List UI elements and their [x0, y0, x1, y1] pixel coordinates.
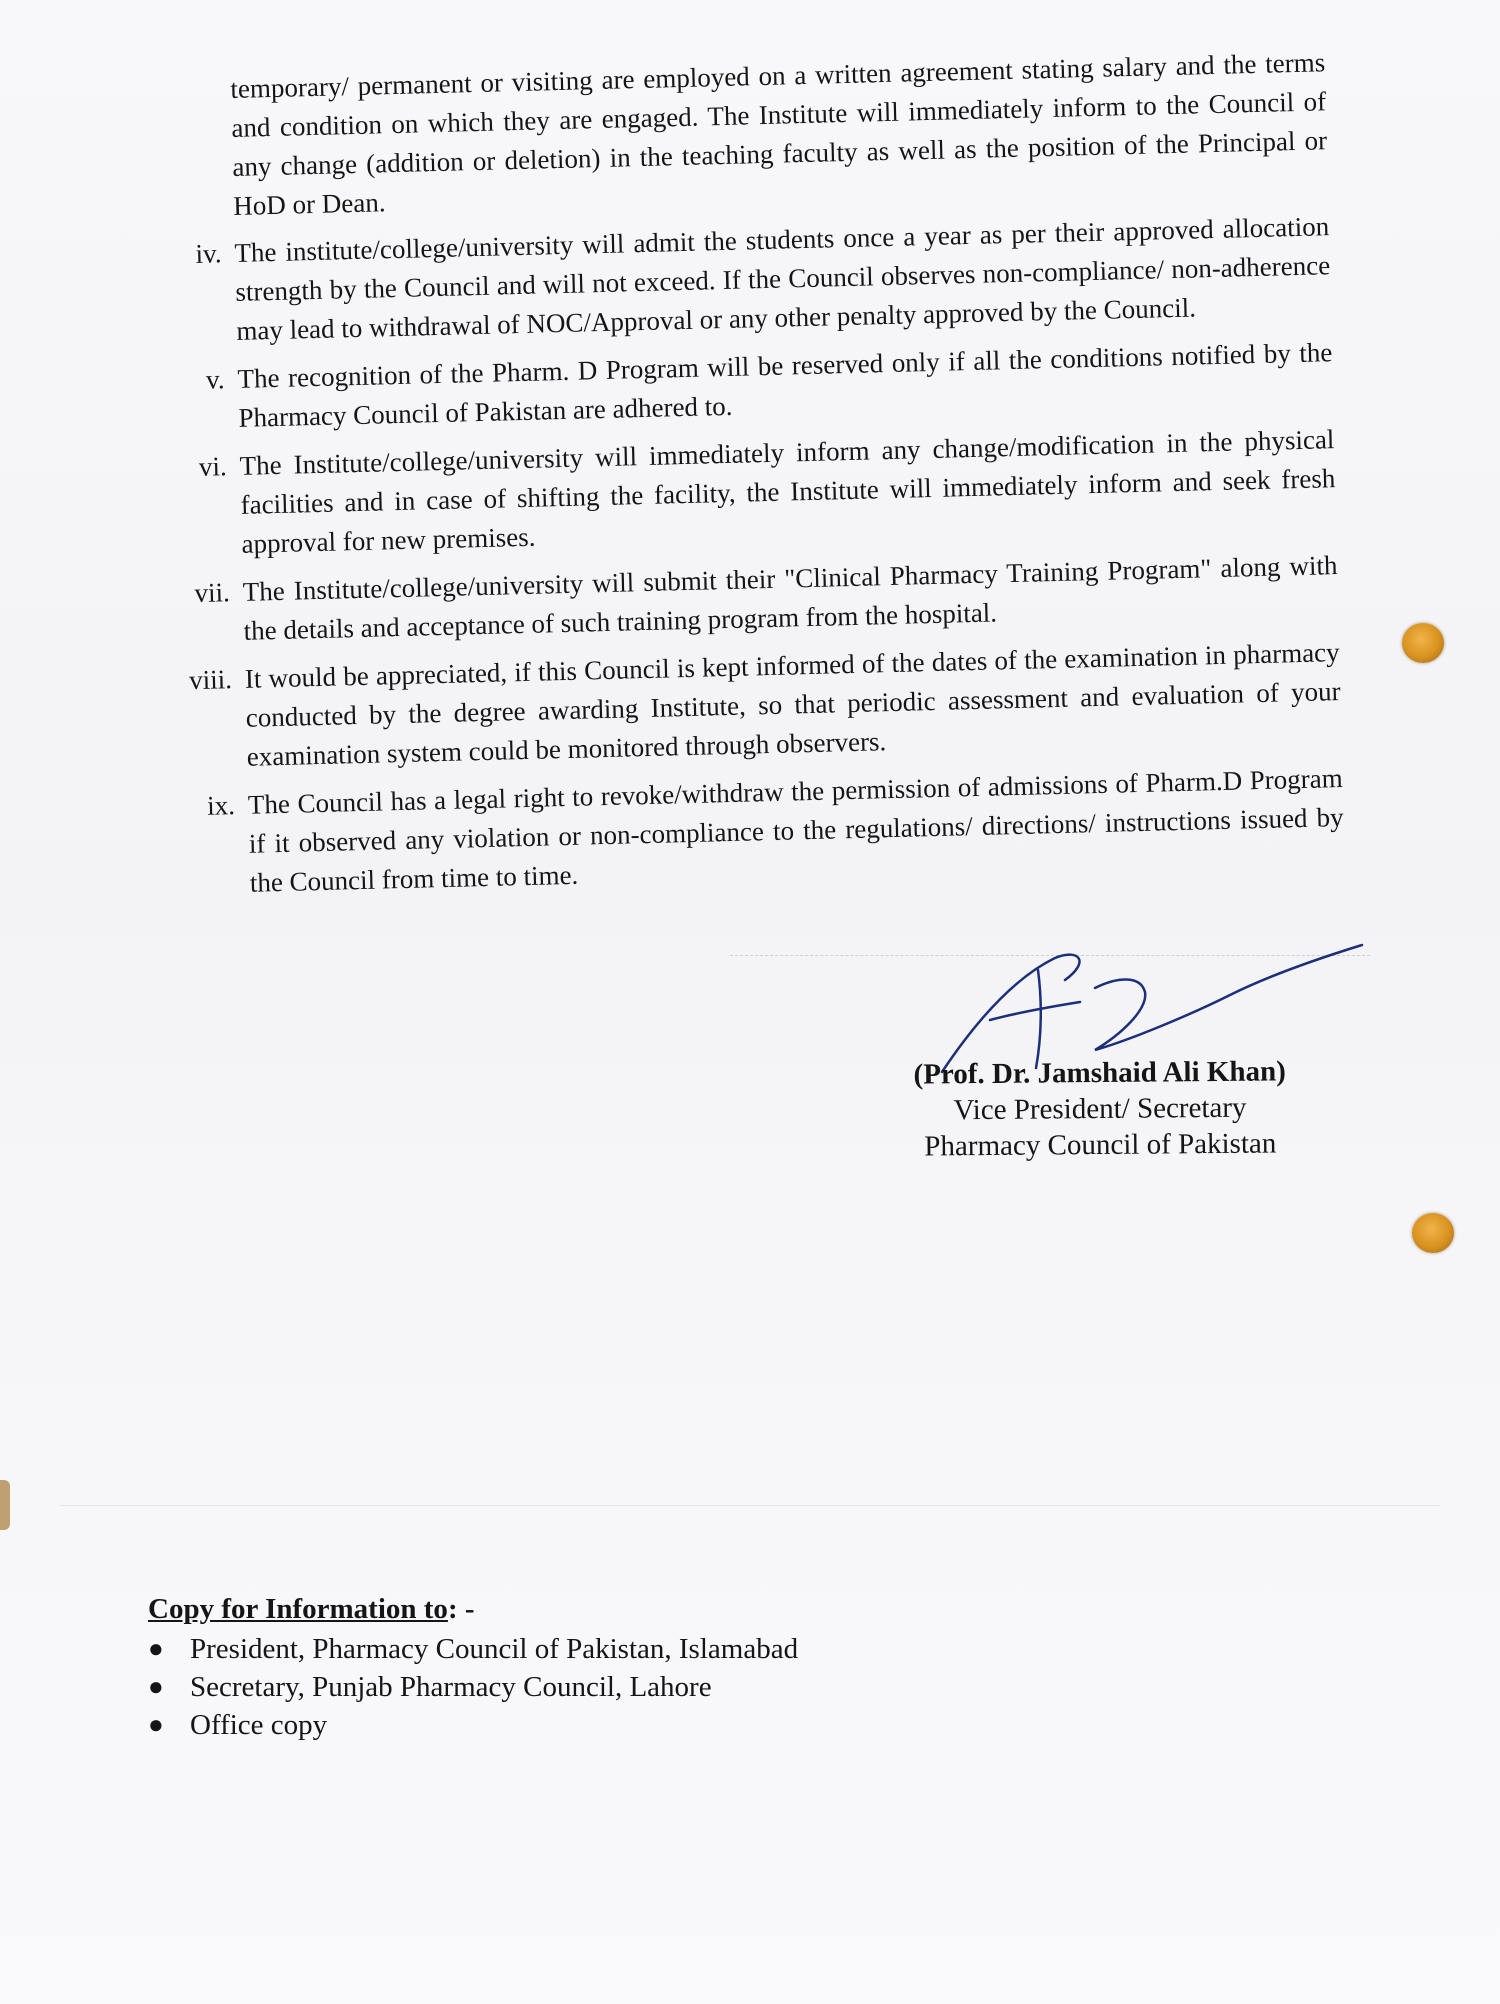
- clause-number: v.: [205, 364, 225, 395]
- clause-text: The recognition of the Pharm. D Program will be reserved only if all the conditions notified by the Pharmacy Council of Pakistan are adhered to.: [237, 337, 1333, 433]
- clause-viii: [188, 633, 1342, 777]
- clause-vii: [194, 546, 1339, 651]
- copy-for-information: [148, 1590, 948, 1744]
- clause-v: [205, 333, 1334, 438]
- recipient: Secretary, Punjab Pharmacy Council, Lahore: [190, 1671, 712, 1703]
- clause-number: vii.: [194, 577, 231, 609]
- signatory-name: (Prof. Dr. Jamshaid Ali Khan): [913, 1055, 1286, 1091]
- fold-line: [60, 1505, 1440, 1506]
- clause-text: The Institute/college/university will immediately inform any change/modification in the physical facilities and in case of shifting the facility, the Institute will immediately inform and seek fresh approval for new premises.: [239, 424, 1336, 559]
- bullet-icon: ●: [148, 1672, 164, 1701]
- list-item: [148, 1668, 948, 1706]
- clause-text: The institute/college/university will admit the students once a year as per their approved allocation strength by the Council and will not exceed. If the Council observes non-compliance/ non-adherence may lead to withdrawal of NOC/Approval or any other penalty approved by the Council.: [234, 211, 1331, 346]
- signature-block: [880, 1053, 1321, 1165]
- clause-number: vi.: [198, 451, 228, 482]
- list-item: [148, 1706, 948, 1744]
- signatory-designation: Vice President/ Secretary: [953, 1091, 1247, 1127]
- punch-hole: [1412, 1213, 1454, 1253]
- copy-heading-label: Copy for Information to: [148, 1593, 448, 1625]
- copy-heading-suffix: : -: [447, 1593, 475, 1625]
- clause-vi: [198, 420, 1337, 564]
- recipient: President, Pharmacy Council of Pakistan, Islamabad: [190, 1633, 799, 1665]
- signatory-organization: Pharmacy Council of Pakistan: [924, 1127, 1277, 1163]
- clause-number: viii.: [188, 664, 233, 696]
- clause-number: ix.: [206, 790, 236, 821]
- letter-body: [188, 43, 1345, 912]
- clause-text: The Institute/college/university will submit their "Clinical Pharmacy Training Program" along with the details and acceptance of such training program from the hospital.: [242, 550, 1338, 646]
- recipient: Office copy: [190, 1709, 328, 1741]
- intro-paragraph: temporary/ permanent or visiting are employed on a written agreement stating salary and the terms and condition on which they are engaged. The Institute will immediately inform to the Council of any change (addition or deletion) in the teaching faculty as well as the position of the Principal or HoD or Dean.: [230, 47, 1328, 221]
- copy-heading: [148, 1590, 948, 1628]
- clause-text: The Council has a legal right to revoke/withdraw the permission of admissions of Pharm.D Program if it observed any violation or non-compliance to the regulations/ directions/ instructions issued by the Council from time to time.: [247, 763, 1344, 898]
- paper-edge-mark: [0, 1480, 10, 1530]
- clause-ix: [206, 759, 1345, 903]
- clause-iv: [195, 207, 1332, 351]
- punch-hole: [1402, 623, 1444, 663]
- clause-number: iv.: [195, 238, 222, 269]
- bullet-icon: ●: [148, 1634, 164, 1663]
- copy-recipient-list: [148, 1630, 948, 1744]
- bullet-icon: ●: [148, 1710, 164, 1739]
- list-item: [148, 1630, 948, 1668]
- clause-text: It would be appreciated, if this Council is kept informed of the dates of the examination in pharmacy conducted by the degree awarding Institute, so that periodic assessment and evaluation of your examination system could be monitored through observers.: [244, 637, 1341, 772]
